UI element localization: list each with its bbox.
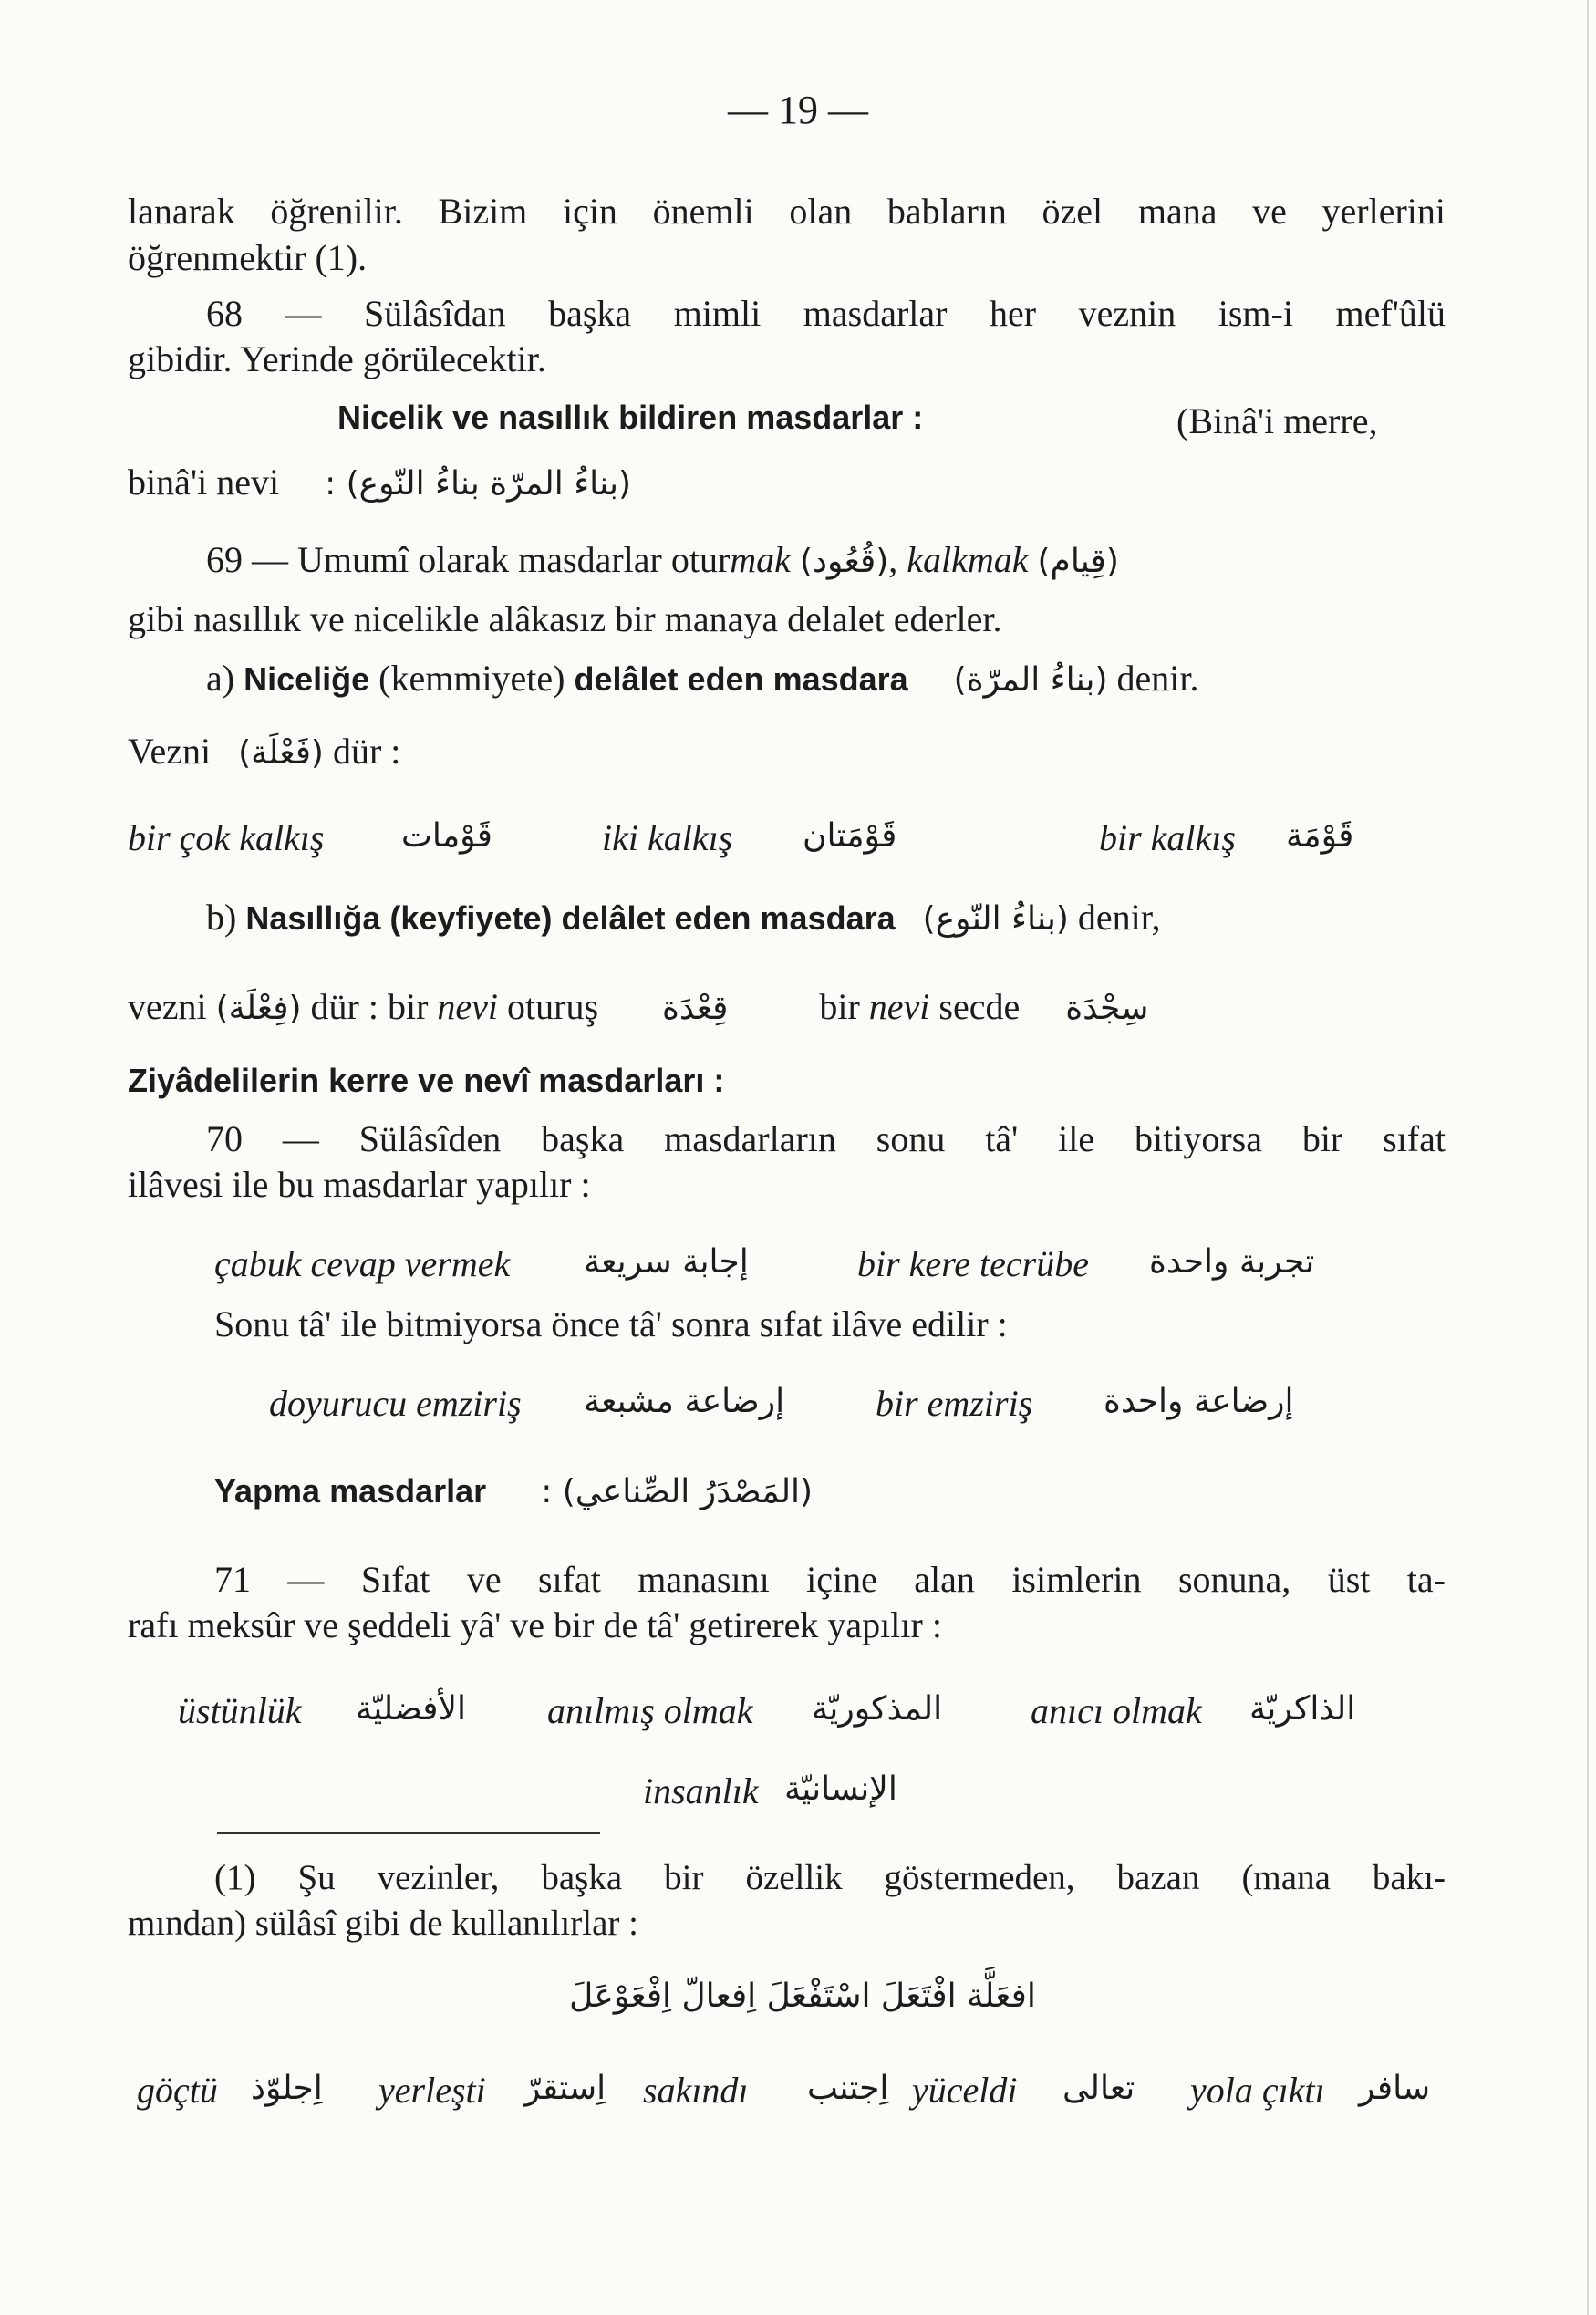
footnote-ex-a: göçtü bbox=[137, 2070, 218, 2111]
line6-italic: mak bbox=[730, 539, 791, 580]
line11-italic-2: nevi bbox=[868, 986, 930, 1027]
example-4-c: anıcı olmak bbox=[1031, 1690, 1202, 1731]
line8-a: a) bbox=[206, 658, 244, 699]
example-2-a: çabuk cevap vermek bbox=[214, 1243, 511, 1284]
example-2-arabic-a: إجابة سريعة bbox=[584, 1243, 749, 1281]
line11-b: dür : bir bbox=[310, 986, 438, 1027]
text-line-4: gibidir. Yerinde görülecektir. bbox=[128, 338, 546, 379]
line8-arabic: (بناءُ المرّة) bbox=[953, 661, 1108, 699]
text-line-12: 70 — Sülâsîden başka masdarların sonu tâ' ile bitiyorsa bir sıfat bbox=[206, 1118, 1446, 1159]
footnote-ex-d: yüceldi bbox=[912, 2070, 1018, 2111]
page-number: — 19 — bbox=[728, 88, 868, 132]
footnote-ex-arabic-a: اِجلوّذ bbox=[251, 2070, 323, 2107]
example-2-arabic-b: تجربة واحدة bbox=[1149, 1243, 1315, 1281]
line10-a: b) bbox=[206, 897, 246, 938]
example-4-a: üstünlük bbox=[178, 1690, 302, 1731]
text-line-5 bbox=[128, 461, 631, 506]
line9-a: Vezni bbox=[128, 731, 212, 772]
text-line-10 bbox=[206, 896, 1160, 941]
line11-arabic: (فِعْلَة) bbox=[215, 990, 302, 1027]
section-heading-2 bbox=[128, 1058, 724, 1103]
text-line-13: ilâvesi ile bu masdarlar yapılır : bbox=[128, 1164, 591, 1205]
footnote-ex-b: yerleşti bbox=[378, 2070, 486, 2111]
line11-arabic-2: قِعْدَة bbox=[662, 990, 729, 1027]
line10-c: denir, bbox=[1077, 897, 1161, 938]
line9-b: dür : bbox=[332, 731, 401, 772]
line10-arabic: (بناءُ النّوع) bbox=[922, 900, 1069, 938]
text-line-8 bbox=[206, 657, 1198, 702]
footnote-line-2: mından) sülâsî gibi de kullanılırlar : bbox=[128, 1904, 638, 1943]
text-line-7: gibi nasıllık ve nicelikle alâkasız bir manaya delalet ederler. bbox=[128, 598, 1002, 639]
line9-arabic: (فَعْلَة) bbox=[238, 734, 324, 772]
footnote-ex-arabic-d: تعالى bbox=[1062, 2070, 1135, 2107]
heading-bold: Nicelik ve nasıllık bildiren masdarlar : bbox=[337, 399, 924, 436]
text-line-16: rafı meksûr ve şeddeli yâ' ve bir de tâ' getirerek yapılır : bbox=[128, 1604, 942, 1645]
footnote-ex-arabic-e: سافر bbox=[1359, 2070, 1431, 2107]
example-1-arabic-b: قَوْمَتان bbox=[803, 817, 897, 855]
example-3-a: doyurucu emziriş bbox=[269, 1383, 522, 1424]
line6-italic-2: kalkmak bbox=[907, 539, 1029, 580]
line6-arabic-2: (قِيام) bbox=[1037, 543, 1119, 580]
example-4-arabic-c: الذاكريّة bbox=[1249, 1690, 1356, 1728]
text-line-6 bbox=[206, 538, 1119, 584]
footnote-ex-e: yola çıktı bbox=[1190, 2070, 1325, 2111]
heading-3-arabic: (المَصْدَرُ الصِّناعي) : bbox=[541, 1473, 814, 1510]
line11-a: vezni bbox=[128, 986, 207, 1027]
example-3-arabic-b: إرضاعة واحدة bbox=[1104, 1383, 1294, 1420]
line6-text: 69 — Umumî olarak masdarlar otur bbox=[206, 539, 731, 580]
example-4-b: anılmış olmak bbox=[547, 1690, 753, 1731]
page-edge bbox=[1587, 0, 1589, 2315]
example-1-arabic-c: قَوْمَة bbox=[1286, 817, 1354, 855]
example-5-arabic: الإنسانيّة bbox=[784, 1770, 897, 1808]
line5-arabic: (بناءُ المرّة بناءُ النّوع) : bbox=[325, 465, 632, 503]
line8-b: (kemmiyete) bbox=[369, 658, 575, 699]
section-heading-1 bbox=[337, 395, 923, 440]
line8-bold2: delâlet eden masdara bbox=[574, 660, 908, 698]
line11-italic: nevi bbox=[437, 986, 499, 1027]
example-1-a: bir çok kalkış bbox=[128, 817, 325, 858]
heading-2-bold: Ziyâdelilerin kerre ve nevî masdarları : bbox=[128, 1062, 725, 1099]
example-3-arabic-a: إرضاعة مشبعة bbox=[584, 1383, 785, 1420]
example-1-arabic-a: قَوْمات bbox=[401, 817, 492, 855]
line10-bold: Nasıllığa (keyfiyete) delâlet eden masdara bbox=[245, 899, 896, 937]
line6-comma: , bbox=[888, 539, 907, 580]
line5-text: binâ'i nevi bbox=[128, 462, 280, 503]
example-1-c: bir kalkış bbox=[1099, 817, 1236, 858]
line11-arabic-3: سِجْدَة bbox=[1065, 990, 1149, 1027]
example-5-a: insanlık bbox=[643, 1770, 759, 1812]
line11-e: bir bbox=[819, 986, 869, 1027]
line11-g: secde bbox=[929, 986, 1021, 1027]
line6-arabic-1: (قُعُود) bbox=[799, 543, 889, 580]
text-line-15: 71 — Sıfat ve sıfat manasını içine alan isimlerin sonuna, üst ta- bbox=[214, 1559, 1446, 1600]
example-2-b: bir kere tecrübe bbox=[857, 1243, 1089, 1284]
text-line-9 bbox=[128, 730, 400, 775]
footnote-ex-c: sakındı bbox=[643, 2070, 749, 2111]
footnote-rule bbox=[217, 1832, 600, 1834]
text-line-14: Sonu tâ' ile bitmiyorsa önce tâ' sonra sıfat ilâve edilir : bbox=[214, 1303, 1008, 1344]
section-heading-3 bbox=[214, 1469, 813, 1514]
example-4-arabic-a: الأفضليّة bbox=[356, 1690, 467, 1728]
text-line-2: öğrenmektir (1). bbox=[128, 237, 368, 278]
footnote-ex-arabic-b: اِستقرّ bbox=[524, 2070, 606, 2107]
line8-c: denir. bbox=[1116, 658, 1199, 699]
text-line-3: 68 — Sülâsîdan başka mimli masdarlar her veznin ism-i mef'ûlü bbox=[206, 293, 1446, 334]
footnote-line-1: (1) Şu vezinler, başka bir özellik göstermeden, bazan (mana bakı- bbox=[214, 1858, 1446, 1897]
heading-1-rest: (Binâ'i merre, bbox=[1176, 400, 1378, 441]
line11-d: oturuş bbox=[498, 986, 599, 1027]
footnote-arabic-patterns: افعَلَّة افْتَعَلَ اسْتَفْعَلَ اِفعالّ اِفْعَوْعَلَ bbox=[569, 1978, 1036, 2015]
text-line-11 bbox=[128, 985, 1148, 1031]
footnote-ex-arabic-c: اِجتنب bbox=[807, 2070, 889, 2107]
heading-3-bold: Yapma masdarlar bbox=[214, 1472, 487, 1510]
line8-bold: Niceliğe bbox=[244, 660, 370, 698]
text-line-1: lanarak öğrenilir. Bizim için önemli olan babların özel mana ve yerlerini bbox=[128, 191, 1446, 232]
example-3-b: bir emziriş bbox=[876, 1383, 1033, 1424]
example-4-arabic-b: المذكوريّة bbox=[812, 1690, 943, 1728]
example-1-b: iki kalkış bbox=[602, 817, 733, 858]
